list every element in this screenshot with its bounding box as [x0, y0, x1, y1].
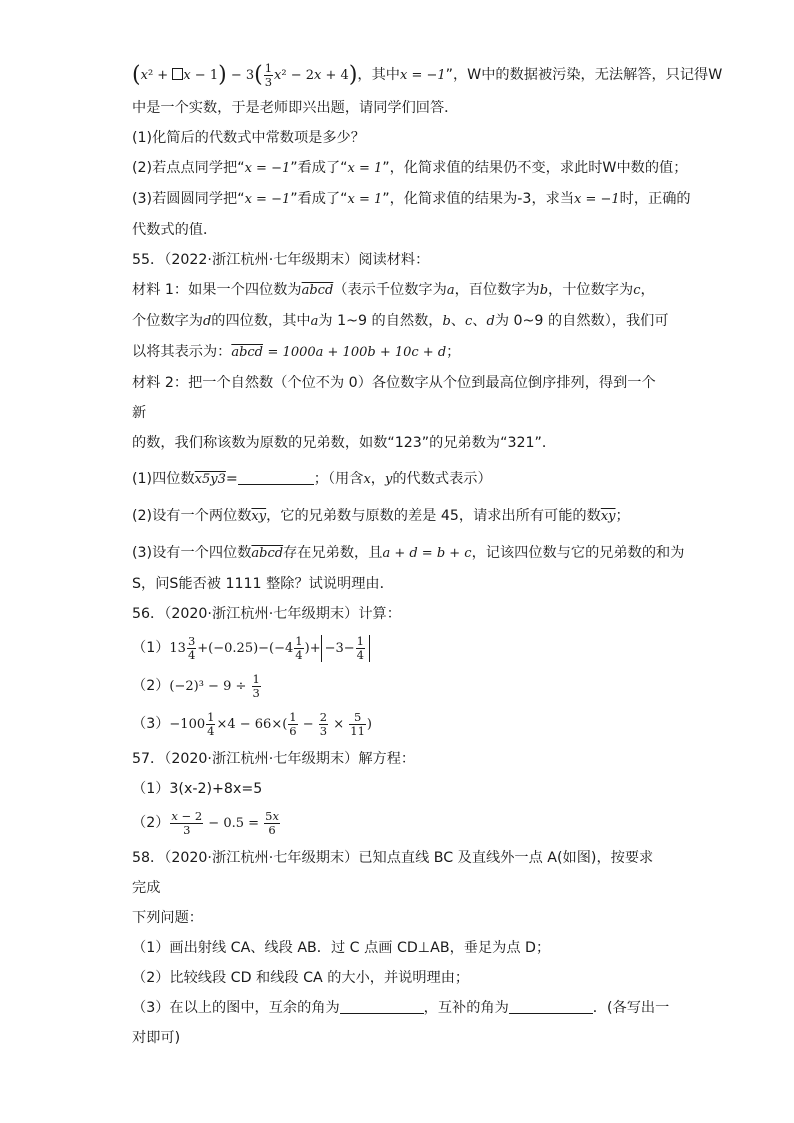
p55-var-b-2: b: [442, 314, 451, 329]
p56-expr-1: 13 $\frac{3}{4}$ +(−0.25)−(−4 $\frac{1}{4}$ )+ −3− $\frac{1}{4}$: [169, 641, 370, 656]
p57-expr-2: $\frac{x - 2}{3}$ − 0.5 = $\frac{5x}{6}$: [171, 809, 279, 837]
p55-question-1: [132, 464, 662, 495]
p58-question-3-cont: 对即可): [132, 1030, 181, 1046]
p55-q1-d: ，: [370, 471, 385, 487]
p54-line1-tail: ”，W中的数据被污染，无法解答，只记得W: [445, 67, 723, 83]
p55-var-a: a: [446, 283, 455, 298]
p54-expression-line: [132, 58, 723, 93]
p55-m1-l2-c: 为 1~9 的自然数，: [318, 313, 443, 329]
p55-material2-line2: 的数，我们称该数为原数的兄弟数，如数“123”的兄弟数为“321”．: [132, 435, 557, 451]
p54-q2-x-neg1: x = −1: [244, 161, 291, 176]
p56-l2-label: （2）: [132, 678, 170, 694]
p56-l3-label: （3）: [132, 716, 170, 732]
p58-heading-line1: 58．（2020·浙江杭州·七年级期末）已知点直线 BC 及直线外一点 A(如图)，按要求完成: [132, 850, 654, 896]
p55-m1-l2-e: 为 0~9 的自然数），我们可: [494, 313, 669, 329]
p58-q3-c: ．(各写出一: [592, 1000, 670, 1016]
p55-var-y: y: [384, 472, 393, 487]
p55-m1-b: （表示千位数字为: [333, 282, 447, 298]
p56-l1-label: （1）: [132, 640, 170, 656]
p54-q3-x-neg1-b: x = −1: [574, 192, 620, 207]
p56-item-1: [132, 629, 662, 668]
p58-question-2: （2）比较线段 CD 和线段 CA 的大小，并说明理由；: [132, 970, 470, 986]
p55-material1-line1: [132, 275, 662, 306]
p55-q2-c: ；: [615, 508, 630, 524]
p55-m1-l2-a: 个位数字为: [132, 313, 203, 329]
p55-question-2: [132, 501, 662, 532]
p55-q2-b: ，它的兄弟数与原数的差是 45，请求出所有可能的数: [266, 508, 601, 524]
p55-m1-e: ，: [640, 282, 655, 298]
p55-material2-line1: 材料 2：把一个自然数（个位不为 0）各位数字从个位到最高位倒序排列，得到一个新: [132, 375, 656, 421]
p55-m1-c: ，百位数字为: [454, 282, 540, 298]
p58-heading-line2: 下列问题：: [132, 910, 203, 926]
p55-heading: 55．（2022·浙江杭州·七年级期末）阅读材料：: [132, 252, 430, 268]
p55-m1-l3-a: 以将其表示为：: [132, 344, 232, 360]
p54-question-3-cont: 代数式的值．: [132, 222, 218, 238]
p54-q3-x-pos1: x = 1: [347, 192, 383, 207]
p55-question-3: [132, 538, 685, 569]
p55-m1-l2-d2: 、: [472, 313, 487, 329]
p55-var-a-2: a: [310, 314, 319, 329]
p54-q2-part-c: ”，化简求值的结果仍不变，求此时W中数的值；: [382, 160, 688, 176]
p56-item-2: [132, 668, 662, 705]
p55-abcd-2: abcd: [231, 345, 264, 360]
p55-material1-line2: [132, 306, 669, 337]
p55-var-b: b: [539, 283, 549, 298]
p56-item-3: [132, 705, 662, 744]
p55-q1-c: ；（用含: [313, 471, 364, 487]
p58-question-3: [132, 993, 670, 1023]
p54-x-value: x = −1: [399, 68, 446, 83]
p55-q3-b: 存在兄弟数，且: [283, 545, 383, 561]
p57-equation-2: [132, 804, 662, 843]
p55-m1-l3-b: ；: [446, 344, 461, 360]
p55-var-x: x: [363, 472, 371, 487]
p54-q3-part-a: (3)若圆圆同学把“: [132, 191, 245, 207]
p54-q3-part-c: ”，化简求值的结果为-3，求当: [382, 191, 575, 207]
p55-m1-d: ，十位数字为: [548, 282, 634, 298]
p55-var-d: d: [202, 314, 212, 329]
p58-q3-a: （3）在以上的图中，互余的角为: [132, 1000, 340, 1016]
p54-q2-part-b: ”看成了“: [290, 160, 348, 176]
p55-m1-l2-d: 、: [450, 313, 465, 329]
document-content: [132, 58, 723, 1053]
p55-q1-answer-blank[interactable]: [238, 468, 314, 485]
p55-q1-e: 的代数式表示）: [392, 471, 492, 487]
p54-q2-x-pos1: x = 1: [347, 161, 383, 176]
p58-q3-blank-2[interactable]: [509, 997, 593, 1014]
p56-expr-2: (−2)³ − 9 ÷ $\frac{1}{3}$: [169, 672, 260, 700]
p54-q3-part-b: ”看成了“: [290, 191, 348, 207]
p55-m1-l2-b: 的四位数，其中: [211, 313, 311, 329]
p55-m1-a: 材料 1：如果一个四位数为: [132, 282, 302, 298]
p55-xy: $\overline{xy}$: [251, 509, 267, 524]
p55-question-3-cont: S，问S能否被 1111 整除？试说明理由．: [132, 576, 394, 592]
p58-question-1: （1）画出射线 CA、线段 AB．过 C 点画 CD⊥AB，垂足为点 D；: [132, 940, 551, 956]
p55-var-c-2: c: [465, 314, 473, 329]
p54-q3-part-d: 时，正确的: [619, 191, 691, 207]
p55-q1-a: (1)四位数: [132, 471, 195, 487]
p55-material1-line3: [132, 337, 662, 368]
p55-var-d-2: d: [486, 314, 495, 329]
p54-q2-part-a: (2)若点点同学把“: [132, 160, 245, 176]
p54-question-1: (1)化简后的代数式中常数项是多少？: [132, 130, 365, 146]
p55-q3-a: (3)设有一个四位数: [132, 545, 252, 561]
p54-expression: (x² + x − 1) − 3( $\frac{1}{3}$ x² − 2x + 4): [132, 61, 358, 89]
p57-e2-label: （2）: [132, 815, 170, 831]
p58-q3-blank-1[interactable]: [340, 997, 424, 1014]
p55-q2-a: (2)设有一个两位数: [132, 508, 252, 524]
p58-q3-b: ，互补的角为: [423, 1000, 509, 1016]
p54-line2: 中是一个实数，于是老师即兴出题，请同学们回答．: [132, 100, 459, 116]
p56-heading: 56．（2020·浙江杭州·七年级期末）计算：: [132, 606, 401, 622]
p55-m1-formula: = 1000a + 100b + 10c + d: [267, 345, 447, 360]
p57-equation-1: （1）3(x-2)+8x=5: [132, 781, 263, 797]
p55-var-c: c: [633, 283, 641, 298]
p57-heading: 57．（2020·浙江杭州·七年级期末）解方程：: [132, 751, 416, 767]
p54-expr-tail: ，其中: [357, 67, 400, 83]
p54-q3-x-neg1: x = −1: [244, 192, 291, 207]
p56-expr-3: −100 $\frac{1}{4}$ ×4 − 66×( $\frac{1}{6}$ − $\frac{2}{3}$ × $\frac{5}{11}$ ): [169, 710, 372, 738]
p55-xy-2: $\overline{xy}$: [600, 509, 616, 524]
p54-question-3: [132, 184, 691, 215]
p55-x5y3: x5y3: [194, 472, 226, 487]
p55-q3-c: ，记该四位数与它的兄弟数的和为: [471, 545, 685, 561]
p55-abcd-3: abcd: [251, 546, 284, 561]
p55-q3-eq: a + d = b + c: [382, 546, 472, 561]
p55-q1-b: =: [225, 471, 238, 487]
p54-question-2: [132, 153, 688, 184]
p55-abcd: abcd: [301, 283, 334, 298]
